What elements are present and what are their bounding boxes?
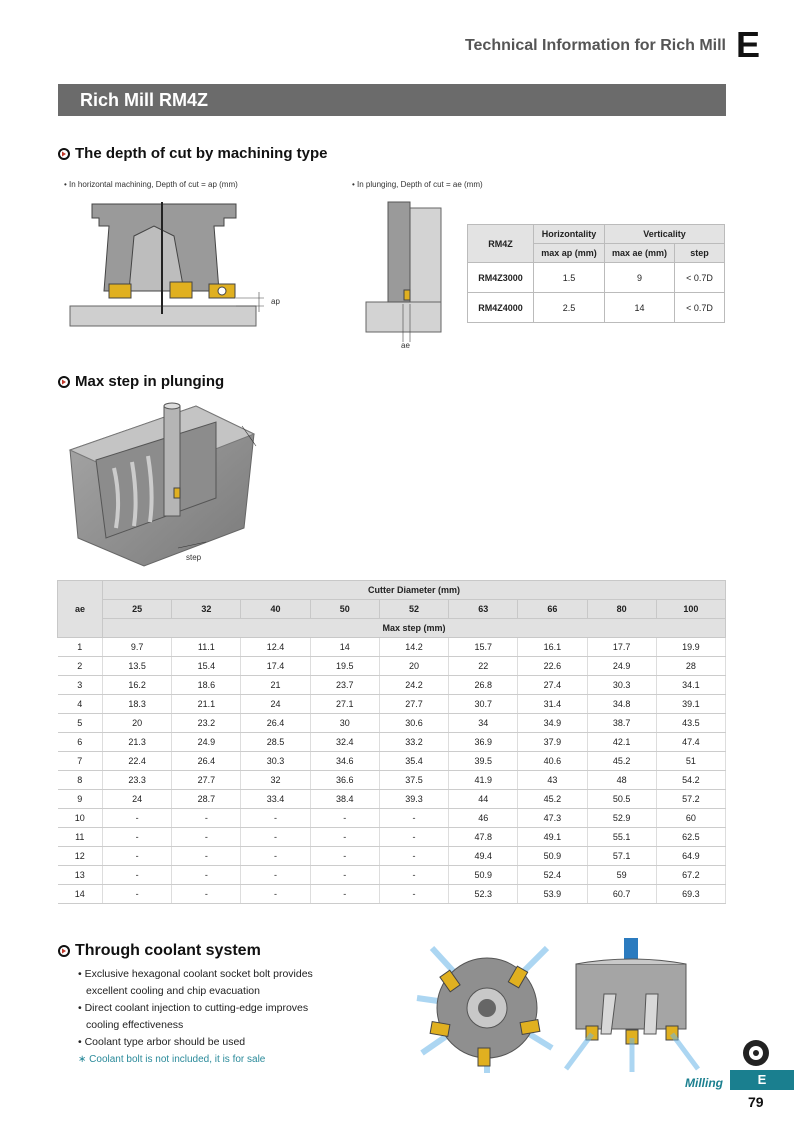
coolant-cutter-side-illustration [556,934,706,1074]
diameter-header-row [58,600,726,619]
max-step-cell: 39.5 [449,752,518,771]
table-row [58,733,726,752]
max-step-cell: 41.9 [449,771,518,790]
max-step-cell: 28 [656,657,725,676]
max-step-cell: 21.3 [103,733,172,752]
ae-cell: 4 [58,695,103,714]
model-cell: RM4Z4000 [468,293,534,323]
max-step-cell: 33.2 [379,733,448,752]
max-step-cell: - [241,828,310,847]
ap-cell: 2.5 [534,293,605,323]
step-cell: < 0.7D [675,293,725,323]
sub-max-ap-header: max ap (mm) [534,244,605,263]
title-banner [58,84,726,116]
max-step-cell: - [103,828,172,847]
max-step-cell: 30.7 [449,695,518,714]
ae-cell: 6 [58,733,103,752]
max-step-cell: - [379,809,448,828]
ae-cell: 2 [58,657,103,676]
max-step-cell: - [103,866,172,885]
max-step-cell: 26.4 [241,714,310,733]
ae-cell: 14 [605,293,675,323]
max-step-cell: 24.2 [379,676,448,695]
max-step-cell: - [103,809,172,828]
table-row [58,638,726,657]
table-row [468,293,725,323]
coolant-feature-list [78,966,338,1051]
plunging-illustration [362,200,444,350]
max-step-cell: 32 [241,771,310,790]
table-row [58,676,726,695]
max-step-cell: 52.9 [587,809,656,828]
max-step-cell: 57.2 [656,790,725,809]
max-step-cell: 16.2 [103,676,172,695]
max-step-cell: 22.4 [103,752,172,771]
section-title-text: Through coolant system [75,942,261,959]
max-step-cell: 36.9 [449,733,518,752]
max-step-cell: 38.4 [310,790,379,809]
max-step-cell: 23.3 [103,771,172,790]
max-step-cell: - [103,885,172,904]
max-step-cell: 26.8 [449,676,518,695]
table-row [58,847,726,866]
max-step-cell: - [103,847,172,866]
max-step-cell: 39.1 [656,695,725,714]
max-step-cell: - [310,847,379,866]
max-step-cell: 52.4 [518,866,587,885]
max-step-cell: - [172,885,241,904]
table-row [58,771,726,790]
max-step-cell: 30.3 [241,752,310,771]
max-step-cell: 48 [587,771,656,790]
diameter-header: 63 [449,600,518,619]
max-step-cell: 20 [103,714,172,733]
max-step-cell: 49.1 [518,828,587,847]
max-step-cell: 47.3 [518,809,587,828]
max-step-cell: 13.5 [103,657,172,676]
table-row [58,714,726,733]
max-step-cell: 20 [379,657,448,676]
caption-horizontal: • In horizontal machining, Depth of cut = ap (mm) [64,180,238,189]
step-cell: < 0.7D [675,263,725,293]
diameter-header: 40 [241,600,310,619]
max-step-cell: - [310,866,379,885]
max-step-cell: 47.8 [449,828,518,847]
max-step-cell: 24 [241,695,310,714]
ae-cell: 14 [58,885,103,904]
circle-arrow-icon [58,148,70,160]
max-step-cell: 53.9 [518,885,587,904]
label-step: step [186,553,202,562]
table-row [58,695,726,714]
max-step-cell: - [241,847,310,866]
max-step-cell: 38.7 [587,714,656,733]
max-step-cell: 34.6 [310,752,379,771]
max-step-cell: 52.3 [449,885,518,904]
ae-cell: 3 [58,676,103,695]
max-step-cell: 16.1 [518,638,587,657]
header-section-letter: E [735,24,760,65]
max-step-cell: 28.7 [172,790,241,809]
max-step-cell: 27.7 [172,771,241,790]
max-step-cell: 47.4 [656,733,725,752]
max-step-cell: 14.2 [379,638,448,657]
max-step-cell: 27.1 [310,695,379,714]
max-step-cell: 21.1 [172,695,241,714]
max-step-cell: 51 [656,752,725,771]
category-label: Milling [685,1076,723,1090]
max-step-cell: 22 [449,657,518,676]
max-step-cell: 17.7 [587,638,656,657]
max-step-cell: 50.9 [518,847,587,866]
depth-of-cut-table [467,224,725,323]
max-step-cell: - [379,885,448,904]
diameter-header: 32 [172,600,241,619]
max-step-cell: 27.4 [518,676,587,695]
section-title-text: Max step in plunging [75,373,225,390]
max-step-cell: - [241,885,310,904]
ae-cell: 12 [58,847,103,866]
banner-title: Rich Mill RM4Z [80,90,209,110]
max-step-cell: 37.9 [518,733,587,752]
max-step-cell: 37.5 [379,771,448,790]
diameter-header: 50 [310,600,379,619]
max-step-cell: 35.4 [379,752,448,771]
section-title-max-step [58,373,224,390]
max-step-cell: 67.2 [656,866,725,885]
max-step-cell: 30.6 [379,714,448,733]
max-step-cell: 30 [310,714,379,733]
list-item: • Direct coolant injection to cutting-edge improves cooling effectiveness [78,1002,309,1031]
max-step-cell: 18.6 [172,676,241,695]
section-title-coolant [58,942,261,960]
table-row [58,809,726,828]
max-step-cell: 46 [449,809,518,828]
coolant-note: ∗ Coolant bolt is not included, it is for sale [78,1054,266,1065]
section-title-text: The depth of cut by machining type [75,145,328,162]
circle-arrow-icon [58,376,70,388]
list-item: • Exclusive hexagonal coolant socket bolt provides excellent cooling and chip evacuation [78,968,313,997]
max-step-cell: 24.9 [587,657,656,676]
max-step-cell: 64.9 [656,847,725,866]
max-step-cell: 50.5 [587,790,656,809]
ae-cell: 9 [58,790,103,809]
max-step-cell: - [172,847,241,866]
model-cell: RM4Z3000 [468,263,534,293]
max-step-cell: 50.9 [449,866,518,885]
max-step-cell: - [241,866,310,885]
max-step-cell: - [241,809,310,828]
max-step-table [57,580,726,904]
max-step-cell: 31.4 [518,695,587,714]
section-title-depth-of-cut [58,145,328,162]
col-model-header: RM4Z [468,225,534,263]
gear-logo-icon [740,1038,772,1068]
max-step-cell: 54.2 [656,771,725,790]
max-step-cell: - [379,847,448,866]
table-row [58,657,726,676]
max-step-header: Max step (mm) [103,619,726,638]
max-step-cell: 23.2 [172,714,241,733]
table-row [58,790,726,809]
max-step-cell: 27.7 [379,695,448,714]
max-step-cell: 26.4 [172,752,241,771]
diameter-header: 25 [103,600,172,619]
table-row [58,885,726,904]
max-step-cell: 45.2 [518,790,587,809]
section-tab: E [730,1070,794,1090]
max-step-cell: - [310,809,379,828]
ae-cell: 10 [58,809,103,828]
diameter-header: 66 [518,600,587,619]
diameter-header: 52 [379,600,448,619]
label-ae: ae [401,341,410,350]
table-row [58,828,726,847]
max-step-cell: 28.5 [241,733,310,752]
max-step-cell: 18.3 [103,695,172,714]
header-title: Technical Information for Rich Mill [464,37,726,54]
coolant-cutter-top-illustration [412,938,562,1078]
diameter-header: 100 [656,600,725,619]
circle-arrow-icon [58,945,70,957]
max-step-cell: 11.1 [172,638,241,657]
ae-cell: 7 [58,752,103,771]
max-step-cell: - [310,885,379,904]
max-step-cell: 24 [103,790,172,809]
max-step-cell: 60.7 [587,885,656,904]
caption-plunging: • In plunging, Depth of cut = ae (mm) [352,180,483,189]
max-step-cell: 57.1 [587,847,656,866]
list-item: • Coolant type arbor should be used [78,1036,246,1048]
max-step-cell: 21 [241,676,310,695]
max-step-cell: - [172,809,241,828]
page-number: 79 [748,1094,764,1110]
max-step-cell: 19.5 [310,657,379,676]
max-step-cell: 19.9 [656,638,725,657]
max-step-cell: 55.1 [587,828,656,847]
max-step-cell: 14 [310,638,379,657]
ap-cell: 1.5 [534,263,605,293]
max-step-cell: 30.3 [587,676,656,695]
max-step-cell: 60 [656,809,725,828]
max-step-cell: 22.6 [518,657,587,676]
max-step-cell: 42.1 [587,733,656,752]
max-step-cell: - [379,828,448,847]
max-step-cell: 12.4 [241,638,310,657]
max-step-cell: 69.3 [656,885,725,904]
max-step-cell: 9.7 [103,638,172,657]
max-step-cell: 34.8 [587,695,656,714]
max-step-cell: 40.6 [518,752,587,771]
max-step-cell: - [172,866,241,885]
col-verticality-header: Verticality [605,225,725,244]
ae-header: ae [58,581,103,638]
max-step-cell: 43.5 [656,714,725,733]
table-row [58,752,726,771]
max-step-cell: 32.4 [310,733,379,752]
horizontal-machining-illustration [64,196,294,336]
sub-max-ae-header: max ae (mm) [605,244,675,263]
max-step-cell: 45.2 [587,752,656,771]
max-step-cell: 15.4 [172,657,241,676]
ae-cell: 9 [605,263,675,293]
max-step-table-body [58,638,726,904]
sub-step-header: step [675,244,725,263]
max-step-cell: 59 [587,866,656,885]
ae-cell: 13 [58,866,103,885]
max-step-cell: - [310,828,379,847]
max-step-cell: - [172,828,241,847]
max-step-cell: 34.9 [518,714,587,733]
max-step-cell: 17.4 [241,657,310,676]
max-step-cell: - [379,866,448,885]
table-row [468,263,725,293]
diameter-header: 80 [587,600,656,619]
max-step-cell: 34.1 [656,676,725,695]
table-row [58,866,726,885]
cutter-diameter-header: Cutter Diameter (mm) [103,581,726,600]
max-step-cell: 15.7 [449,638,518,657]
max-step-cell: 44 [449,790,518,809]
max-step-cell: 36.6 [310,771,379,790]
ae-cell: 5 [58,714,103,733]
max-step-cell: 62.5 [656,828,725,847]
max-step-cell: 33.4 [241,790,310,809]
ae-cell: 1 [58,638,103,657]
label-ap: ap [271,297,280,306]
ae-cell: 11 [58,828,103,847]
max-step-cell: 43 [518,771,587,790]
ae-cell: 8 [58,771,103,790]
max-step-cell: 49.4 [449,847,518,866]
max-step-cell: 24.9 [172,733,241,752]
plunging-step-illustration [66,398,266,568]
col-horizontality-header: Horizontality [534,225,605,244]
max-step-cell: 39.3 [379,790,448,809]
max-step-cell: 34 [449,714,518,733]
max-step-cell: 23.7 [310,676,379,695]
